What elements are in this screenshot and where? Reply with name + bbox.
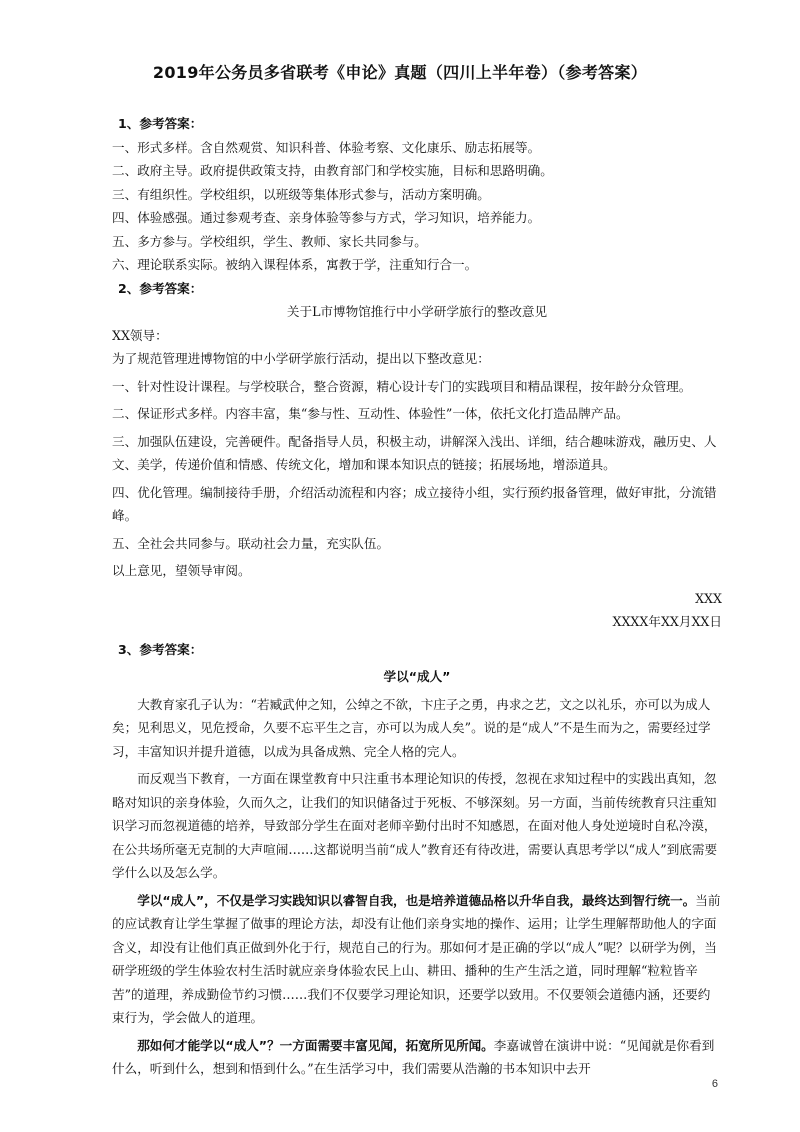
s1-item: 一、形式多样。含自然观赏、知识科普、体验考察、文化康乐、励志拓展等。	[112, 139, 541, 155]
page-title: 2019年公务员多省联考《申论》真题（四川上半年卷）（参考答案）	[152, 63, 648, 82]
s2-salutation: XX领导：	[112, 327, 168, 343]
document-body	[112, 112, 722, 1081]
page-number: 6	[711, 1078, 718, 1090]
s1-item: 三、有组织性。学校组织，以班级等集体形式参与，活动方案明确。	[112, 186, 490, 202]
essay-paragraph-2: 而反观当下教育，一方面在课堂教育中只注重书本理论知识的传授，忽视在求知过程中的实践出真知，忽略对知识的亲身体验，久而久之，让我们的知识储备过于死板、不够深刻。另一方面，当前传统教育只注重知识学习而忽视道德的培养，导致部分学生在面对老师辛勤付出时不知感恩，在面对他人身处逆境时自私冷漠，在公共场所毫无克制的大声喧闹……这都说明当前“成人”教育还有待改进，需要认真思考学以“成人”到底需要学什么以及怎么学。	[112, 771, 718, 880]
essay-paragraph-4-lead: 那如何才能学以“成人”？一方面需要丰富见闻，拓宽所见所闻。	[137, 1037, 494, 1053]
essay-paragraph-3	[112, 889, 722, 1030]
essay-paragraph-1: 大教育家孔子认为：“若臧武仲之知，公绰之不欲，卞庄子之勇，冉求之艺，文之以礼乐，亦可以为成人矣；见利思义，见危授命，久要不忘平生之言，亦可以为成人矣”。说的是“成人”不是生而为之，需要经过学习，丰富知识并提升道德，以成为具备成熟、完全人格的完人。	[112, 696, 711, 759]
s2-item: 四、优化管理。编制接待手册，介绍活动流程和内容；成立接待小组，实行预约报备管理，做好审批，分流错峰。	[112, 484, 717, 523]
s1-item: 四、体验感强。通过参观考查、亲身体验等参与方式，学习知识，培养能力。	[112, 210, 541, 225]
s1-item: 五、多方参与。学校组织，学生、教师、家长共同参与。	[112, 233, 427, 249]
s2-closing: 以上意见，望领导审阅。	[112, 563, 251, 578]
s2-signer: XXX	[695, 590, 722, 606]
s2-item: 一、针对性设计课程。与学校联合，整合资源，精心设计专门的实践项目和精品课程，按年龄分众管理。	[112, 378, 692, 394]
section-1-heading: 1、参考答案：	[118, 116, 203, 131]
essay-paragraph-4-text: 李嘉诚曾在演讲中说：“见闻就是你看到什么，听到什么，想到和悟到什么。”在生活学习中，我们需要从浩瀚的书本知识中去开	[112, 1037, 715, 1076]
essay-title: 学以“成人”	[383, 669, 451, 684]
s2-date: XXXX年XX月XX日	[612, 614, 722, 629]
s1-item: 二、政府主导。政府提供政策支持，由教育部门和学校实施，目标和思路明确。	[112, 163, 553, 178]
s2-item: 三、加强队伍建设，完善硬件。配备指导人员，积极主动，讲解深入浅出、详细，结合趣味游戏，融历史、人文、美学，传递价值和情感、传统文化，增加和课本知识点的链接；拓展场地，增添道具。	[112, 433, 717, 472]
s2-item: 五、全社会共同参与。联动社会力量，充实队伍。	[112, 535, 390, 551]
s2-intro: 为了规范管理进博物馆的中小学研学旅行活动，提出以下整改意见：	[112, 351, 490, 366]
s2-document-title: 关于L市博物馆推行中小学研学旅行的整改意见	[286, 304, 548, 319]
s2-item: 二、保证形式多样。内容丰富，集“参与性、互动性、体验性”一体，依托文化打造品牌产品。	[112, 406, 629, 421]
s1-item: 六、理论联系实际。被纳入课程体系，寓教于学，注重知行合一。	[112, 257, 478, 272]
essay-paragraph-3-text: 当前的应试教育让学生掌握了做事的理论方法，却没有让他们亲身实地的操作、运用；让学生理解帮助他人的字面含义，却没有让他们真正做到外化于行，规范自己的行为。那如何才是正确的学以“成人”呢？以研学为例，当研学班级的学生体验农村生活时就应亲身体验农民上山、耕田、播种的生产生活之道，同时理解“粒粒皆辛苦”的道理，养成勤俭节约习惯……我们不仅要学习理论知识，还要学以致用。不仅要领会道德内涵，还要约束行为，学会做人的道理。	[112, 892, 721, 1025]
section-2-heading: 2、参考答案：	[118, 280, 203, 296]
essay-paragraph-4	[112, 1034, 722, 1081]
essay-paragraph-3-lead: 学以“成人”，不仅是学习实践知识以睿智自我，也是培养道德品格以升华自我，最终达到智行统一。	[137, 892, 696, 908]
section-3-heading: 3、参考答案：	[118, 641, 203, 657]
